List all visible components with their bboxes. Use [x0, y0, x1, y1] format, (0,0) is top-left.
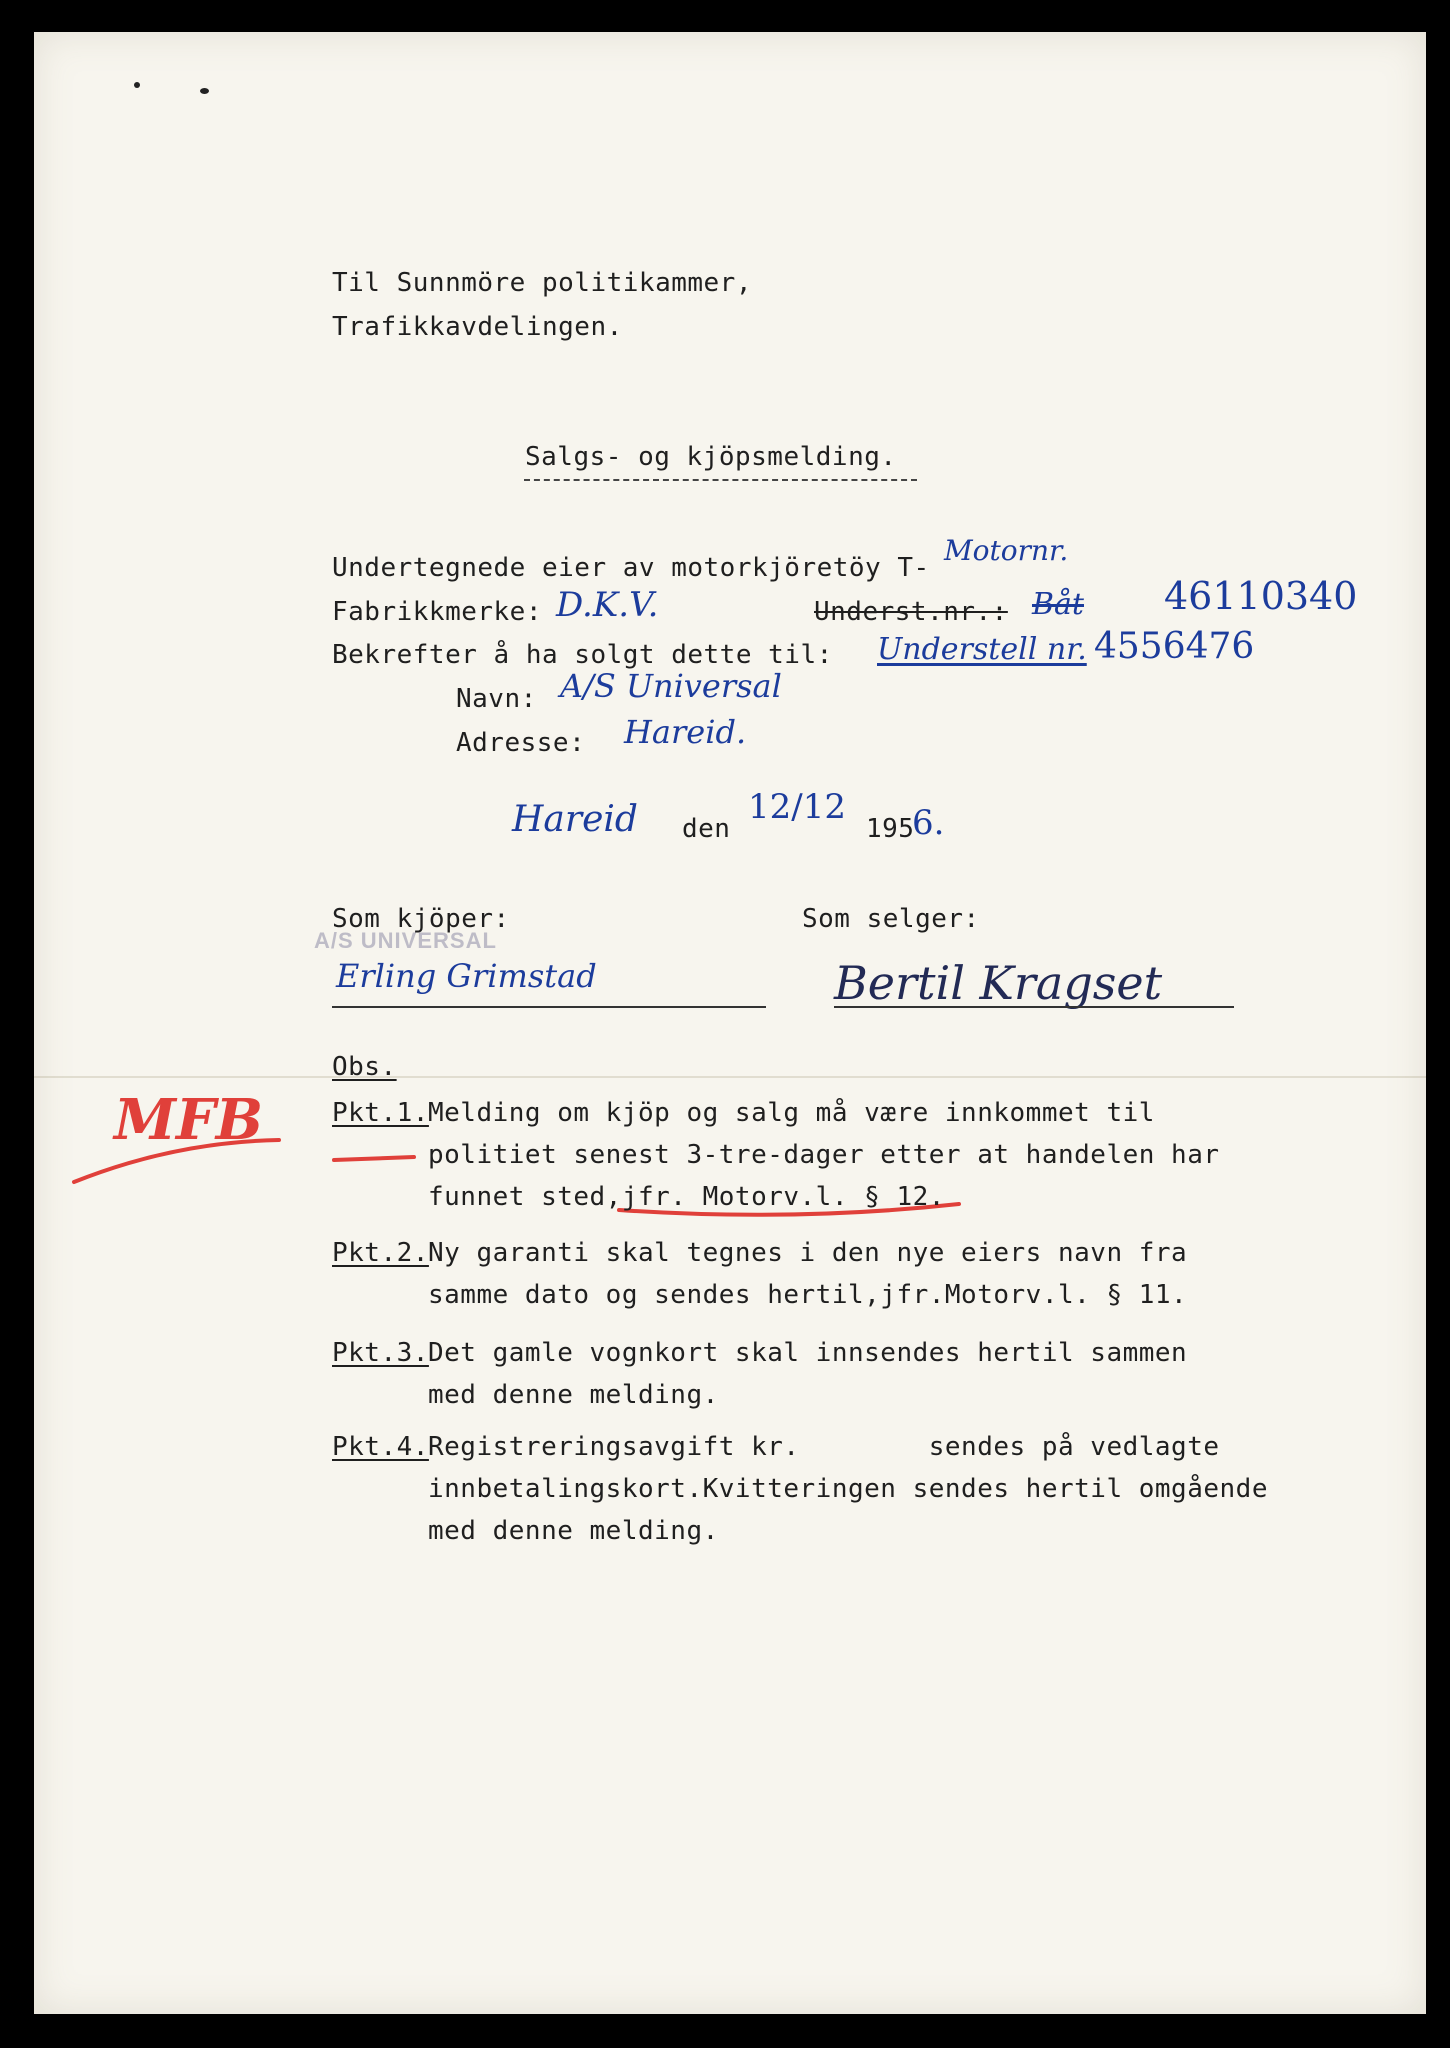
name-value: A/S Universal	[560, 667, 782, 705]
place-value: Hareid	[512, 799, 638, 840]
recipient-line-2: Trafikkavdelingen.	[332, 312, 623, 342]
point-3-line-2: med denne melding.	[428, 1380, 719, 1410]
recipient-line-1: Til Sunnmöre politikammer,	[332, 268, 752, 298]
ink-speck	[200, 88, 209, 94]
date-day-month: 12/12	[748, 787, 846, 827]
motor-label-hand: Motornr.	[944, 534, 1069, 567]
document-title: Salgs- og kjöpsmelding.	[525, 442, 897, 472]
point-1-line-1: Melding om kjöp og salg må være innkommet til	[428, 1098, 1155, 1128]
ink-speck	[134, 82, 140, 88]
date-den: den	[682, 814, 731, 844]
buyer-label: Som kjöper:	[332, 904, 510, 934]
point-4-line-2: innbetalingskort.Kvitteringen sendes hertil omgående	[428, 1474, 1268, 1504]
buyer-stamp: A/S UNIVERSAL	[314, 928, 497, 953]
point-1-number: Pkt.1.	[332, 1098, 429, 1128]
point-1-line-3: funnet sted,jfr. Motorv.l. § 12.	[428, 1182, 945, 1212]
frame-number: 4556476	[1094, 626, 1255, 667]
confirm-label: Bekrefter å ha solgt dette til:	[332, 640, 833, 670]
point-4-number: Pkt.4.	[332, 1432, 429, 1462]
obs-label: Obs.	[332, 1052, 397, 1082]
seller-signature: Bertil Kragset	[834, 956, 1163, 1010]
point-4-line-1: Registreringsavgift kr. sendes på vedlagte	[428, 1432, 1220, 1462]
seller-label: Som selger:	[802, 904, 980, 934]
address-label: Adresse:	[456, 728, 586, 758]
seller-signature-line	[834, 1006, 1234, 1008]
boat-struck: Båt	[1032, 587, 1084, 622]
owner-label: Undertegnede eier av motorkjöretöy T-	[332, 553, 930, 583]
point-1-line-2: politiet senest 3-tre-dager etter at handelen har	[428, 1140, 1220, 1170]
address-value: Hareid.	[624, 713, 747, 751]
red-initials: MFB	[114, 1087, 264, 1153]
point-2-number: Pkt.2.	[332, 1238, 429, 1268]
name-label: Navn:	[456, 684, 537, 714]
point-3-line-1: Det gamle vognkort skal innsendes hertil sammen	[428, 1338, 1188, 1368]
date-year-hand: 6.	[912, 803, 945, 843]
date-year-typed: 195	[866, 814, 915, 844]
frame-label-hand: Understell nr.	[877, 632, 1087, 667]
point-2-line-2: samme dato og sendes hertil,jfr.Motorv.l. § 11.	[428, 1280, 1188, 1310]
make-value: D.K.V.	[556, 585, 659, 625]
buyer-signature: Erling Grimstad	[336, 957, 597, 995]
buyer-signature-line	[332, 1006, 766, 1008]
frame-label-struck: Underst.nr.:	[814, 597, 1008, 627]
title-underline	[524, 479, 917, 481]
motor-number: 46110340	[1164, 574, 1358, 618]
point-3-number: Pkt.3.	[332, 1338, 429, 1368]
point-4-line-3: med denne melding.	[428, 1516, 719, 1546]
make-label: Fabrikkmerke:	[332, 597, 542, 627]
red-underline-short	[334, 1157, 414, 1160]
document-page	[34, 32, 1426, 2014]
red-annotation-marks	[34, 32, 1426, 2014]
fold-line	[34, 1076, 1426, 1078]
point-2-line-1: Ny garanti skal tegnes i den nye eiers navn fra	[428, 1238, 1188, 1268]
